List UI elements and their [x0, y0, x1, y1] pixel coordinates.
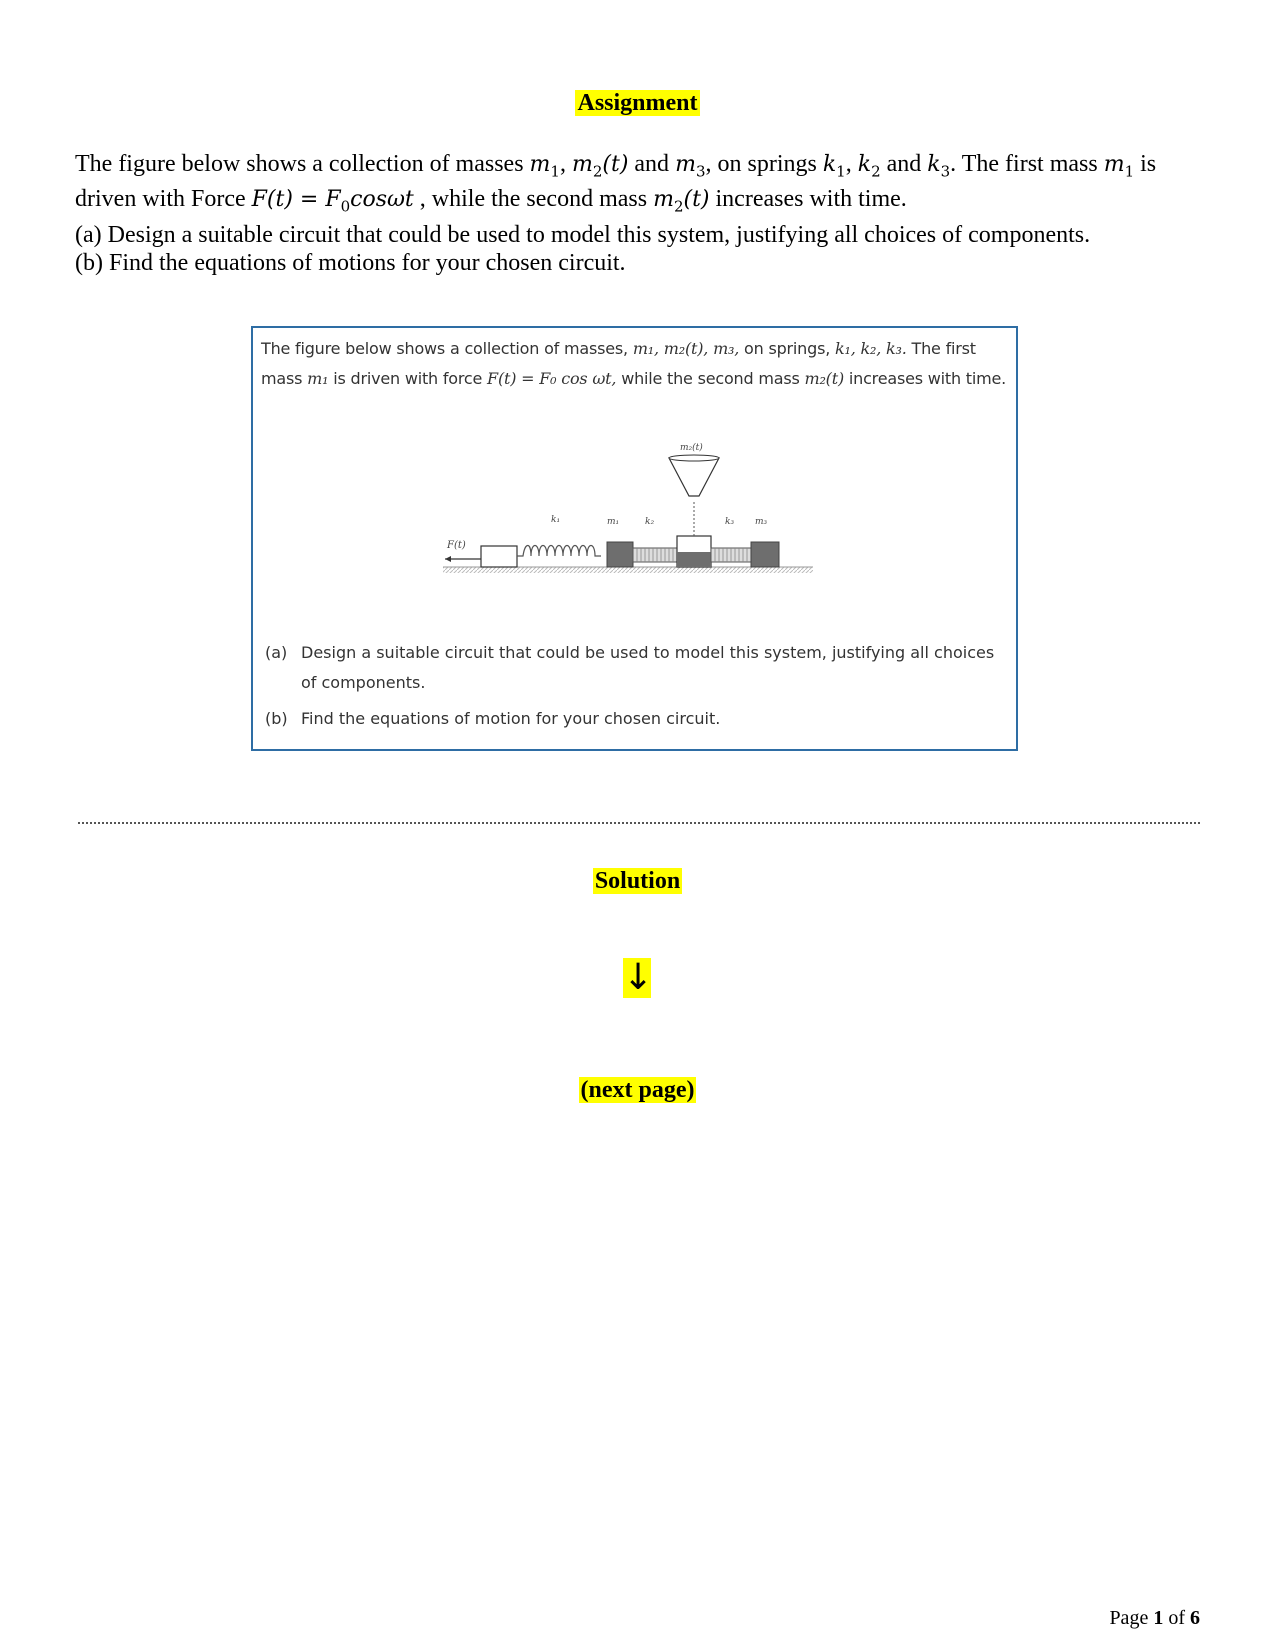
label-m3: m₃ [755, 517, 768, 527]
label-force: F(t) [447, 540, 466, 551]
spring-mass-diagram [433, 438, 833, 598]
solution-heading: Solution [594, 868, 681, 894]
mass-m1 [607, 542, 633, 567]
assignment-heading: Assignment [577, 90, 698, 116]
next-page-note: (next page) [580, 1077, 695, 1103]
label-k1: k₁ [551, 515, 561, 525]
problem-part-b: (b) Find the equations of motions for your chosen circuit. [75, 249, 626, 276]
label-m2t: m₂(t) [680, 443, 703, 453]
ground [443, 567, 813, 573]
mass-m3 [751, 542, 779, 567]
figure-box [251, 326, 1018, 751]
down-arrow-icon: ↓ [623, 957, 654, 998]
section-divider [78, 822, 1200, 824]
label-k3: k₃ [725, 517, 735, 527]
figure-intro-text: The figure below shows a collection of masses, m₁, m₂(t), m₃, on springs, k₁, k₂, k₃. The first mass m₁ is driven with force F(t) = F₀ cos ωt, while the second mass m₂(t) increases with time. [261, 339, 1007, 388]
label-m1: m₁ [607, 517, 620, 527]
driven-block [481, 546, 517, 567]
problem-part-a: (a) Design a suitable circuit that could be used to model this system, justifying all choices of components. [75, 221, 1091, 248]
spring-k1 [517, 546, 601, 557]
figure-part-b: (b) Find the equations of motion for your chosen circuit. [265, 709, 721, 728]
problem-statement [75, 150, 1205, 277]
page-number: Page 1 of 6 [1109, 1607, 1200, 1629]
label-k2: k₂ [645, 517, 655, 527]
spring-k2 [633, 548, 677, 562]
figure-part-a: (a) Design a suitable circuit that could be used to model this system, justifying all choices of components. [265, 643, 995, 692]
funnel [669, 458, 719, 496]
problem-paragraph: The figure below shows a collection of masses $m_1$, $m_2(t)$ and $m_3$, on springs $k_1$, $k_2$ and $k_3$. The first mass $m_1$ is driven with Force $F(t) = F_0\cos\omega t$ , while the second mass $m_2(t)$ increases with time. [75, 151, 1157, 216]
